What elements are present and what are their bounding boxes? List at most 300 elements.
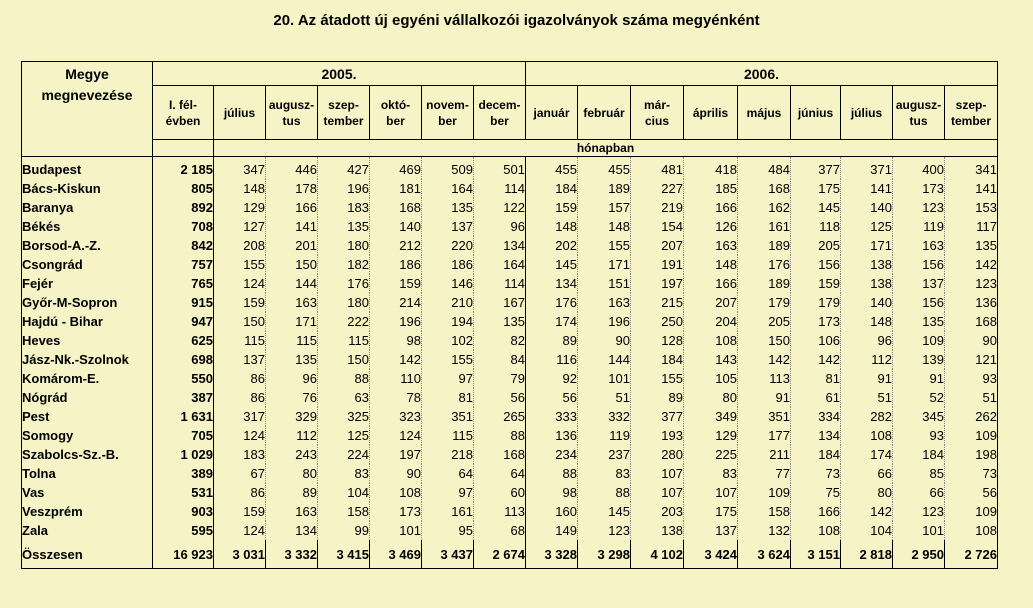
table-row xyxy=(22,312,998,331)
month-value: 181 xyxy=(370,179,422,198)
table-row xyxy=(22,521,998,540)
first-half-value: 595 xyxy=(153,521,214,540)
month-value: 347 xyxy=(214,157,266,180)
month-value: 150 xyxy=(318,350,370,369)
month-value: 184 xyxy=(526,179,578,198)
month-value: 104 xyxy=(318,483,370,502)
county-name: Budapest xyxy=(22,157,153,180)
month-value: 106 xyxy=(791,331,841,350)
month-value: 262 xyxy=(945,407,998,426)
month-value: 144 xyxy=(578,350,631,369)
month-value: 108 xyxy=(684,331,738,350)
table-row xyxy=(22,426,998,445)
month-value: 60 xyxy=(474,483,526,502)
month-header: decem- ber xyxy=(474,86,526,140)
month-value: 215 xyxy=(631,293,684,312)
month-value: 163 xyxy=(578,293,631,312)
month-value: 76 xyxy=(266,388,318,407)
month-value: 123 xyxy=(893,502,945,521)
month-value: 159 xyxy=(214,502,266,521)
month-value: 349 xyxy=(684,407,738,426)
month-value: 160 xyxy=(526,502,578,521)
month-value: 86 xyxy=(214,483,266,502)
first-half-value: 531 xyxy=(153,483,214,502)
month-header: augusz- tus xyxy=(893,86,945,140)
first-half-value: 765 xyxy=(153,274,214,293)
month-value: 332 xyxy=(578,407,631,426)
month-value: 115 xyxy=(214,331,266,350)
month-value: 4 102 xyxy=(631,540,684,569)
county-name: Tolna xyxy=(22,464,153,483)
month-value: 112 xyxy=(841,350,893,369)
month-value: 51 xyxy=(841,388,893,407)
month-value: 159 xyxy=(214,293,266,312)
month-value: 197 xyxy=(370,445,422,464)
month-value: 189 xyxy=(738,274,791,293)
month-value: 341 xyxy=(945,157,998,180)
month-value: 80 xyxy=(266,464,318,483)
month-value: 64 xyxy=(474,464,526,483)
month-value: 81 xyxy=(791,369,841,388)
month-value: 89 xyxy=(526,331,578,350)
month-value: 68 xyxy=(474,521,526,540)
county-name: Fejér xyxy=(22,274,153,293)
month-value: 455 xyxy=(578,157,631,180)
month-value: 177 xyxy=(738,426,791,445)
table-row xyxy=(22,157,998,180)
month-value: 140 xyxy=(841,198,893,217)
table-row xyxy=(22,293,998,312)
month-value: 124 xyxy=(214,521,266,540)
month-value: 124 xyxy=(370,426,422,445)
month-value: 145 xyxy=(791,198,841,217)
month-value: 135 xyxy=(422,198,474,217)
month-value: 205 xyxy=(791,236,841,255)
month-value: 161 xyxy=(738,217,791,236)
first-half-value: 1 631 xyxy=(153,407,214,426)
month-value: 139 xyxy=(893,350,945,369)
month-header: február xyxy=(578,86,631,140)
month-value: 154 xyxy=(631,217,684,236)
month-value: 135 xyxy=(945,236,998,255)
month-value: 191 xyxy=(631,255,684,274)
month-value: 484 xyxy=(738,157,791,180)
month-value: 148 xyxy=(684,255,738,274)
county-name: Csongrád xyxy=(22,255,153,274)
month-value: 174 xyxy=(526,312,578,331)
month-value: 183 xyxy=(214,445,266,464)
month-value: 129 xyxy=(214,198,266,217)
month-value: 166 xyxy=(266,198,318,217)
month-value: 173 xyxy=(791,312,841,331)
month-value: 159 xyxy=(526,198,578,217)
month-value: 159 xyxy=(370,274,422,293)
month-value: 142 xyxy=(945,255,998,274)
county-name: Somogy xyxy=(22,426,153,445)
month-value: 81 xyxy=(422,388,474,407)
first-half-value: 705 xyxy=(153,426,214,445)
table-row xyxy=(22,407,998,426)
month-value: 205 xyxy=(738,312,791,331)
month-value: 91 xyxy=(893,369,945,388)
month-value: 115 xyxy=(266,331,318,350)
month-value: 109 xyxy=(945,502,998,521)
month-header: január xyxy=(526,86,578,140)
month-value: 108 xyxy=(370,483,422,502)
month-header: május xyxy=(738,86,791,140)
month-value: 84 xyxy=(474,350,526,369)
first-half-value: 903 xyxy=(153,502,214,521)
county-header: Megye megnevezése xyxy=(22,62,153,157)
month-header: április xyxy=(684,86,738,140)
month-value: 90 xyxy=(370,464,422,483)
month-value: 469 xyxy=(370,157,422,180)
month-value: 96 xyxy=(474,217,526,236)
month-value: 455 xyxy=(526,157,578,180)
month-value: 83 xyxy=(684,464,738,483)
first-half-value: 947 xyxy=(153,312,214,331)
month-value: 143 xyxy=(684,350,738,369)
table-row xyxy=(22,217,998,236)
county-name: Pest xyxy=(22,407,153,426)
month-value: 92 xyxy=(526,369,578,388)
month-value: 175 xyxy=(791,179,841,198)
month-value: 2 674 xyxy=(474,540,526,569)
month-value: 83 xyxy=(318,464,370,483)
month-value: 158 xyxy=(738,502,791,521)
month-value: 73 xyxy=(945,464,998,483)
month-value: 176 xyxy=(738,255,791,274)
month-value: 125 xyxy=(841,217,893,236)
month-value: 3 437 xyxy=(422,540,474,569)
table-row xyxy=(22,179,998,198)
month-value: 164 xyxy=(422,179,474,198)
first-half-value: 915 xyxy=(153,293,214,312)
first-half-value: 387 xyxy=(153,388,214,407)
month-value: 196 xyxy=(578,312,631,331)
month-value: 90 xyxy=(578,331,631,350)
month-header: novem- ber xyxy=(422,86,474,140)
month-value: 67 xyxy=(214,464,266,483)
month-value: 101 xyxy=(893,521,945,540)
month-value: 77 xyxy=(738,464,791,483)
first-half-value: 550 xyxy=(153,369,214,388)
county-name: Nógrád xyxy=(22,388,153,407)
month-value: 142 xyxy=(370,350,422,369)
month-value: 155 xyxy=(631,369,684,388)
month-value: 96 xyxy=(841,331,893,350)
month-value: 140 xyxy=(370,217,422,236)
month-value: 282 xyxy=(841,407,893,426)
month-value: 201 xyxy=(266,236,318,255)
month-value: 63 xyxy=(318,388,370,407)
month-value: 73 xyxy=(791,464,841,483)
month-value: 151 xyxy=(578,274,631,293)
month-value: 64 xyxy=(422,464,474,483)
month-value: 123 xyxy=(945,274,998,293)
month-value: 171 xyxy=(578,255,631,274)
month-value: 148 xyxy=(214,179,266,198)
county-name: Vas xyxy=(22,483,153,502)
month-value: 3 151 xyxy=(791,540,841,569)
month-value: 89 xyxy=(631,388,684,407)
month-header: szep- tember xyxy=(945,86,998,140)
month-value: 150 xyxy=(738,331,791,350)
month-value: 171 xyxy=(841,236,893,255)
month-value: 88 xyxy=(578,483,631,502)
month-value: 98 xyxy=(370,331,422,350)
month-value: 104 xyxy=(841,521,893,540)
month-value: 157 xyxy=(578,198,631,217)
month-value: 86 xyxy=(214,388,266,407)
month-value: 91 xyxy=(841,369,893,388)
month-value: 180 xyxy=(318,293,370,312)
month-value: 108 xyxy=(841,426,893,445)
month-value: 117 xyxy=(945,217,998,236)
month-value: 189 xyxy=(738,236,791,255)
month-value: 144 xyxy=(266,274,318,293)
county-name: Borsod-A.-Z. xyxy=(22,236,153,255)
month-value: 3 415 xyxy=(318,540,370,569)
month-value: 161 xyxy=(422,502,474,521)
month-value: 134 xyxy=(266,521,318,540)
month-value: 156 xyxy=(893,255,945,274)
month-value: 145 xyxy=(578,502,631,521)
first-half-value: 698 xyxy=(153,350,214,369)
month-value: 112 xyxy=(266,426,318,445)
month-value: 126 xyxy=(684,217,738,236)
month-value: 184 xyxy=(791,445,841,464)
month-value: 183 xyxy=(318,198,370,217)
month-value: 168 xyxy=(945,312,998,331)
month-value: 66 xyxy=(841,464,893,483)
month-value: 171 xyxy=(266,312,318,331)
month-value: 168 xyxy=(370,198,422,217)
month-value: 83 xyxy=(578,464,631,483)
county-name: Összesen xyxy=(22,540,153,569)
month-value: 80 xyxy=(841,483,893,502)
month-value: 196 xyxy=(370,312,422,331)
first-half-value: 1 029 xyxy=(153,445,214,464)
month-value: 95 xyxy=(422,521,474,540)
month-value: 164 xyxy=(474,255,526,274)
month-value: 137 xyxy=(684,521,738,540)
county-name: Szabolcs-Sz.-B. xyxy=(22,445,153,464)
month-value: 243 xyxy=(266,445,318,464)
month-value: 82 xyxy=(474,331,526,350)
month-value: 85 xyxy=(893,464,945,483)
month-value: 118 xyxy=(791,217,841,236)
month-value: 156 xyxy=(791,255,841,274)
month-value: 163 xyxy=(893,236,945,255)
month-header: már- cius xyxy=(631,86,684,140)
first-half-value: 2 185 xyxy=(153,157,214,180)
month-value: 446 xyxy=(266,157,318,180)
month-value: 219 xyxy=(631,198,684,217)
month-value: 150 xyxy=(266,255,318,274)
month-value: 122 xyxy=(474,198,526,217)
month-value: 212 xyxy=(370,236,422,255)
month-value: 108 xyxy=(791,521,841,540)
table-row xyxy=(22,274,998,293)
month-value: 167 xyxy=(474,293,526,312)
month-value: 134 xyxy=(791,426,841,445)
month-value: 136 xyxy=(945,293,998,312)
month-value: 56 xyxy=(474,388,526,407)
month-value: 158 xyxy=(318,502,370,521)
month-value: 119 xyxy=(893,217,945,236)
month-value: 142 xyxy=(738,350,791,369)
month-value: 101 xyxy=(370,521,422,540)
month-value: 224 xyxy=(318,445,370,464)
month-value: 145 xyxy=(526,255,578,274)
first-half-value: 757 xyxy=(153,255,214,274)
month-value: 97 xyxy=(422,483,474,502)
month-value: 90 xyxy=(945,331,998,350)
month-value: 186 xyxy=(370,255,422,274)
month-value: 163 xyxy=(266,293,318,312)
month-value: 124 xyxy=(214,274,266,293)
county-name: Veszprém xyxy=(22,502,153,521)
table-row xyxy=(22,255,998,274)
month-value: 207 xyxy=(684,293,738,312)
county-name: Békés xyxy=(22,217,153,236)
month-value: 93 xyxy=(893,426,945,445)
month-value: 99 xyxy=(318,521,370,540)
month-value: 66 xyxy=(893,483,945,502)
month-value: 186 xyxy=(422,255,474,274)
first-half-value: 389 xyxy=(153,464,214,483)
month-value: 280 xyxy=(631,445,684,464)
month-value: 180 xyxy=(318,236,370,255)
month-value: 193 xyxy=(631,426,684,445)
month-value: 166 xyxy=(684,198,738,217)
month-value: 208 xyxy=(214,236,266,255)
table-row xyxy=(22,483,998,502)
month-value: 175 xyxy=(684,502,738,521)
data-table xyxy=(21,61,998,569)
month-value: 141 xyxy=(266,217,318,236)
month-value: 91 xyxy=(738,388,791,407)
month-value: 203 xyxy=(631,502,684,521)
month-value: 225 xyxy=(684,445,738,464)
total-row xyxy=(22,540,998,569)
month-value: 345 xyxy=(893,407,945,426)
month-value: 218 xyxy=(422,445,474,464)
month-value: 211 xyxy=(738,445,791,464)
month-value: 3 298 xyxy=(578,540,631,569)
month-value: 148 xyxy=(841,312,893,331)
month-value: 377 xyxy=(791,157,841,180)
month-value: 155 xyxy=(422,350,474,369)
month-value: 166 xyxy=(684,274,738,293)
month-value: 427 xyxy=(318,157,370,180)
month-value: 3 469 xyxy=(370,540,422,569)
month-value: 125 xyxy=(318,426,370,445)
year-2005-header: 2005. xyxy=(153,62,526,86)
month-value: 168 xyxy=(474,445,526,464)
month-value: 137 xyxy=(893,274,945,293)
month-value: 168 xyxy=(738,179,791,198)
table-row xyxy=(22,502,998,521)
month-value: 51 xyxy=(945,388,998,407)
month-value: 227 xyxy=(631,179,684,198)
month-value: 323 xyxy=(370,407,422,426)
month-value: 351 xyxy=(422,407,474,426)
county-name: Komárom-E. xyxy=(22,369,153,388)
month-value: 189 xyxy=(578,179,631,198)
month-value: 234 xyxy=(526,445,578,464)
month-value: 220 xyxy=(422,236,474,255)
first-half-value: 708 xyxy=(153,217,214,236)
month-value: 56 xyxy=(945,483,998,502)
month-value: 182 xyxy=(318,255,370,274)
month-value: 105 xyxy=(684,369,738,388)
month-value: 116 xyxy=(526,350,578,369)
month-value: 202 xyxy=(526,236,578,255)
month-value: 153 xyxy=(945,198,998,217)
month-value: 222 xyxy=(318,312,370,331)
month-value: 3 332 xyxy=(266,540,318,569)
page-title: 20. Az átadott új egyéni vállalkozói igazolványok száma megyénként xyxy=(273,12,760,29)
first-half-value: 625 xyxy=(153,331,214,350)
month-value: 250 xyxy=(631,312,684,331)
month-value: 501 xyxy=(474,157,526,180)
month-value: 146 xyxy=(422,274,474,293)
month-value: 371 xyxy=(841,157,893,180)
month-header: július xyxy=(841,86,893,140)
month-value: 141 xyxy=(841,179,893,198)
county-name: Baranya xyxy=(22,198,153,217)
unit-header: hónapban xyxy=(214,140,998,157)
month-value: 140 xyxy=(841,293,893,312)
month-value: 135 xyxy=(893,312,945,331)
month-value: 141 xyxy=(945,179,998,198)
table-row xyxy=(22,350,998,369)
month-value: 115 xyxy=(422,426,474,445)
month-value: 184 xyxy=(893,445,945,464)
month-value: 334 xyxy=(791,407,841,426)
month-value: 400 xyxy=(893,157,945,180)
table-row xyxy=(22,388,998,407)
month-value: 86 xyxy=(214,369,266,388)
first-half-value: 805 xyxy=(153,179,214,198)
table-row xyxy=(22,445,998,464)
month-value: 198 xyxy=(945,445,998,464)
month-value: 138 xyxy=(631,521,684,540)
first-half-value: 842 xyxy=(153,236,214,255)
month-value: 207 xyxy=(631,236,684,255)
month-value: 134 xyxy=(526,274,578,293)
month-value: 329 xyxy=(266,407,318,426)
month-value: 142 xyxy=(791,350,841,369)
month-value: 108 xyxy=(945,521,998,540)
month-value: 89 xyxy=(266,483,318,502)
county-name: Hajdú - Bihar xyxy=(22,312,153,331)
month-value: 333 xyxy=(526,407,578,426)
month-value: 163 xyxy=(684,236,738,255)
month-value: 107 xyxy=(631,464,684,483)
month-value: 115 xyxy=(318,331,370,350)
month-value: 110 xyxy=(370,369,422,388)
table-row xyxy=(22,369,998,388)
table-row xyxy=(22,331,998,350)
month-value: 107 xyxy=(684,483,738,502)
month-value: 159 xyxy=(791,274,841,293)
month-header: június xyxy=(791,86,841,140)
month-value: 156 xyxy=(893,293,945,312)
county-name: Heves xyxy=(22,331,153,350)
